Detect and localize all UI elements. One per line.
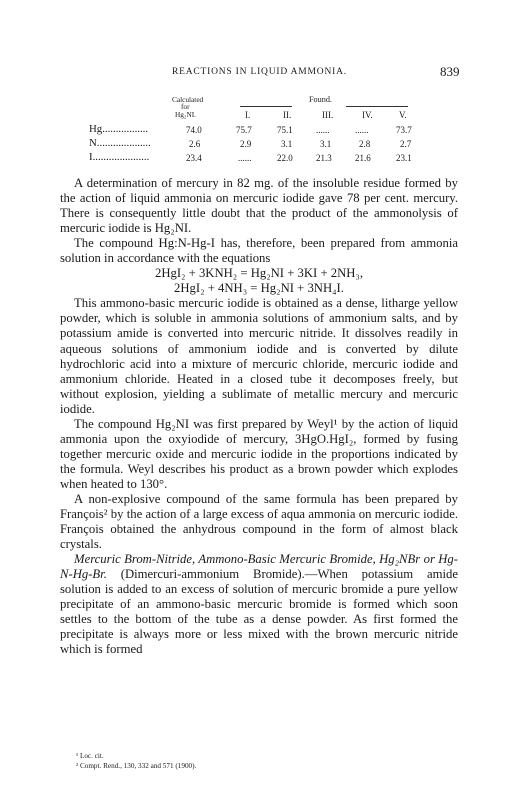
running-head (0, 64, 517, 83)
running-title: REACTIONS IN LIQUID AMMONIA. (172, 67, 347, 77)
found-value: 21.6 (355, 153, 371, 163)
body-text (60, 176, 458, 658)
paragraph: The compound Hg₂NI was first prepared by Weyl¹ by the action of liquid ammonia upon the oxyiodide of mercury, 3HgO.HgI₂, formed by fusing together mercuric oxide and mercuric iodide in the proportions indicated by the formula. Weyl describes his product as a brown powder which explodes when heated to 130°. (60, 416, 458, 491)
found-header: Found. (309, 95, 332, 104)
paragraph-text: (Dimercuri-ammonium Bromide).—When potassium amide solution is added to an excess of solution of mercuric bromide a pure yellow precipitate of an ammono-basic mercuric bromide is formed which soon settles to the bottom of the tube as a dense powder. As first formed the precipitate is always more or less mixed with the brown mercuric nitride which is formed (60, 567, 458, 657)
found-value: 3.1 (281, 139, 293, 149)
found-value: 75.7 (236, 125, 252, 135)
page-number: 839 (440, 64, 460, 79)
found-value: 73.7 (396, 125, 412, 135)
found-rule-left (240, 106, 292, 107)
section-heading: Mercuric Brom-Nitride, Ammono-Basic Mercuric Bromide, Hg₂NBr or Hg-N-Hg-Br. (60, 552, 458, 582)
found-value: ...... (238, 153, 252, 163)
calc-value: 2.6 (189, 139, 201, 149)
row-label: Hg................. (89, 123, 149, 135)
footnote: ² Compt. Rend., 130, 332 and 571 (1900). (76, 762, 197, 770)
col-header: IV. (362, 110, 373, 120)
calc-value: 23.4 (186, 153, 202, 163)
calc-header-line2: for (181, 102, 190, 111)
found-value: 3.1 (320, 139, 332, 149)
col-header: III. (322, 110, 334, 120)
found-value: 2.9 (240, 139, 252, 149)
calc-value: 74.0 (186, 125, 202, 135)
analysis-table (0, 96, 517, 168)
equation: 2HgI₂ + 4NH₃ = Hg₂NI + 3NH₄I. (174, 281, 344, 296)
equation: 2HgI₂ + 3KNH₂ = Hg₂NI + 3KI + 2NH₃, (154, 266, 364, 281)
found-rule-right (346, 106, 408, 107)
paragraph: A non-explosive compound of the same formula has been prepared by François² by the action of a large excess of aqua ammonia on mercuric iodide. François obtained the anhydrous compound in the form of almost black crystals. (60, 491, 458, 552)
paragraph: A determination of mercury in 82 mg. of the insoluble residue formed by the action of liquid ammonia on mercuric iodide gave 78 per cent. mercury. There is consequently little doubt that the product of the ammonolysis of mercuric iodide is Hg₂NI. (60, 176, 458, 236)
found-value: 2.8 (359, 139, 371, 149)
paragraph: This ammono-basic mercuric iodide is obtained as a dense, litharge yellow powder, which is soluble in ammonia solutions of ammonium salts, and by potassium amide is converted into mercuric nitride. It dissolves readily in aqueous solutions of ammonium iodide and is converted by dilute hydrochloric acid into a mixture of mercuric chloride, mercuric iodide and ammonium chloride. Heated in a closed tube it decomposes freely, but without explosion, yielding a sublimate of metallic mercury and mercuric iodide. (60, 296, 458, 416)
col-header: II. (283, 110, 292, 120)
found-value: ...... (355, 125, 369, 135)
footnote: ¹ Loc. cit. (76, 752, 104, 760)
col-header: I. (245, 110, 251, 120)
row-label: I..................... (89, 151, 150, 163)
row-label: N.................... (89, 137, 151, 149)
found-value: 2.7 (400, 139, 412, 149)
found-value: 75.1 (277, 125, 293, 135)
paragraph: The compound Hg:N-Hg-I has, therefore, been prepared from ammonia solution in accordance with the equations (60, 236, 458, 266)
found-value: 21.3 (316, 153, 332, 163)
col-header: V. (399, 110, 407, 120)
calc-header-line1: Calculated (172, 95, 204, 104)
calc-header-line3: Hg₂NI. (175, 110, 196, 119)
found-value: ...... (316, 125, 330, 135)
found-value: 23.1 (396, 153, 412, 163)
paragraph (60, 552, 458, 657)
found-value: 22.0 (277, 153, 293, 163)
